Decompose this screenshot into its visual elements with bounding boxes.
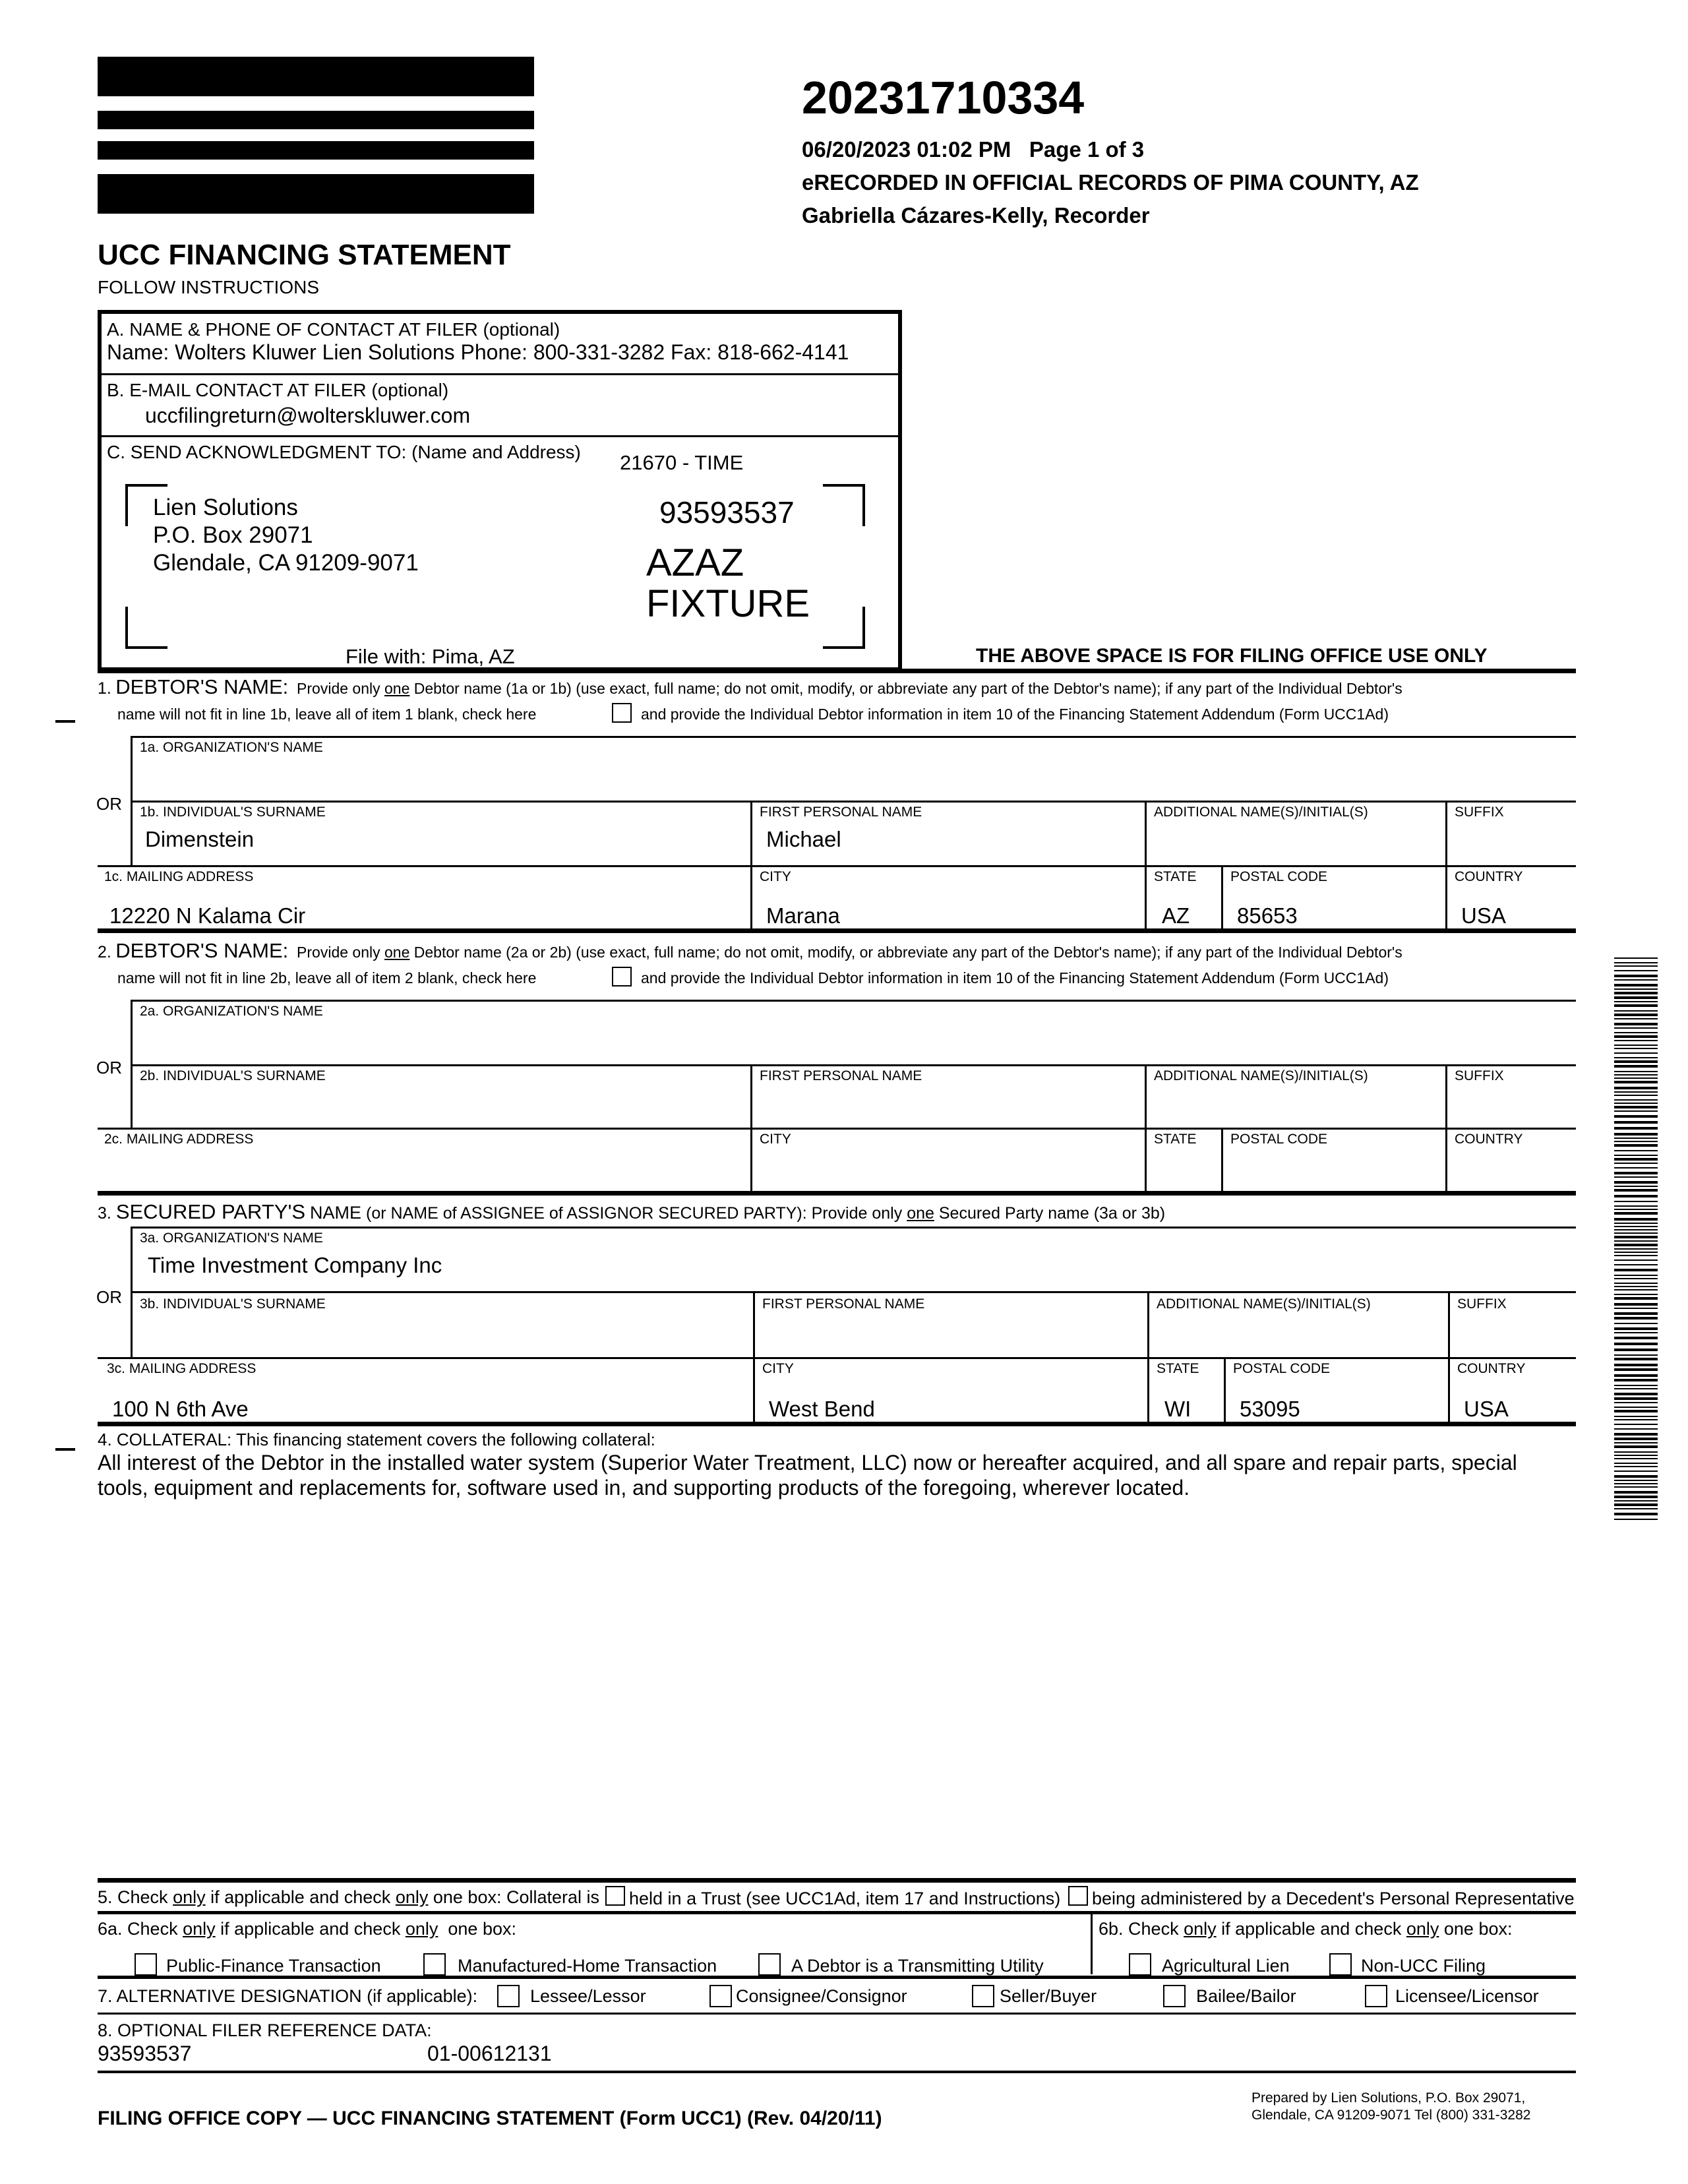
prepared-by-line1: Prepared by Lien Solutions, P.O. Box 29071, (1251, 2090, 1526, 2106)
label-3b-first: FIRST PERSONAL NAME (762, 1296, 925, 1312)
barcode-stripe (1614, 1354, 1658, 1356)
barcode-stripe (1614, 1201, 1658, 1202)
trust-checkbox[interactable] (605, 1886, 625, 1906)
corner-mark (125, 607, 167, 649)
label-1c: 1c. MAILING ADDRESS (104, 869, 254, 884)
debtor2-instructions: 2. DEBTOR'S NAME: Provide only one Debtor name (2a or 2b) (use exact, full name; do not omit, modify, or abbreviate any part of the Debtor's name); if any part of the Individual Debtor's (98, 939, 1402, 962)
barcode-stripe (1614, 1121, 1658, 1124)
item6b-text: 6b. Check only if applicable and check only one box: (1099, 1919, 1513, 1939)
barcode-stripe (1614, 1018, 1658, 1019)
label-3c-country: COUNTRY (1457, 1361, 1526, 1376)
barcode (1614, 957, 1658, 1525)
contact-c-label: C. SEND ACKNOWLEDGMENT TO: (Name and Address) (107, 442, 581, 462)
barcode-stripe (1614, 1303, 1658, 1306)
label-3c-postal: POSTAL CODE (1233, 1361, 1331, 1376)
divider (98, 865, 1576, 867)
collateral-line2: tools, equipment and replacements for, software used in, and supporting products of the foregoing, wherever located. (98, 1476, 1190, 1500)
item6a-option3: A Debtor is a Transmitting Utility (791, 1956, 1044, 1976)
barcode-stripe (1614, 1232, 1658, 1234)
section-rule (98, 1878, 1576, 1883)
contact-a-value: Name: Wolters Kluwer Lien Solutions Phone: 800-331-3282 Fax: 818-662-4141 (107, 340, 849, 364)
divider (131, 1227, 1576, 1228)
barcode-stripe (1614, 1393, 1658, 1395)
secured-org-name: Time Investment Company Inc (148, 1253, 442, 1277)
label-3c: 3c. MAILING ADDRESS (107, 1361, 256, 1376)
barcode-stripe (1614, 1032, 1658, 1033)
debtor1-addendum-checkbox[interactable] (612, 703, 632, 723)
contact-c-ref: 21670 - TIME (620, 451, 744, 474)
contact-b-label: B. E-MAIL CONTACT AT FILER (optional) (107, 380, 449, 400)
section-rule (98, 1422, 1576, 1426)
barcode-stripe (1614, 1071, 1658, 1072)
redaction-bar (98, 111, 534, 129)
divider (98, 1911, 1576, 1914)
barcode-stripe (1614, 984, 1658, 986)
barcode-stripe (1614, 1248, 1658, 1250)
barcode-stripe (1614, 1138, 1658, 1139)
barcode-stripe (1614, 1397, 1658, 1400)
barcode-stripe (1614, 1077, 1658, 1079)
label-3c-city: CITY (762, 1361, 794, 1376)
barcode-stripe (1614, 1040, 1658, 1041)
barcode-stripe (1614, 1144, 1658, 1147)
manufactured-home-checkbox[interactable] (423, 1953, 446, 1976)
barcode-stripe (1614, 1212, 1658, 1215)
barcode-stripe (1614, 1074, 1658, 1076)
contact-b-value: uccfilingreturn@wolterskluwer.com (145, 404, 471, 427)
barcode-stripe (1614, 1065, 1658, 1068)
divider (1224, 1357, 1226, 1422)
label-2c-city: CITY (760, 1132, 791, 1147)
agricultural-lien-checkbox[interactable] (1129, 1953, 1151, 1976)
barcode-stripe (1614, 1027, 1658, 1029)
barcode-stripe (1614, 1438, 1658, 1440)
divider (753, 1291, 755, 1422)
above-space-note: THE ABOVE SPACE IS FOR FILING OFFICE USE ONLY (976, 645, 1488, 667)
barcode-stripe (1614, 1052, 1658, 1054)
divider (1221, 1128, 1223, 1192)
barcode-stripe (1614, 1519, 1658, 1520)
consignee-consignor-checkbox[interactable] (709, 1985, 732, 2007)
divider (98, 1357, 1576, 1359)
barcode-stripe (1614, 1410, 1658, 1412)
barcode-stripe (1614, 1513, 1658, 1515)
barcode-stripe (1614, 1244, 1658, 1246)
barcode-stripe (1614, 1087, 1658, 1089)
barcode-stripe (1614, 1155, 1658, 1156)
barcode-stripe (1614, 1491, 1658, 1494)
barcode-stripe (1614, 1483, 1658, 1484)
barcode-stripe (1614, 1349, 1658, 1351)
item8-label: 8. OPTIONAL FILER REFERENCE DATA: (98, 2020, 432, 2040)
barcode-stripe (1614, 1045, 1658, 1046)
divider (98, 2013, 1576, 2015)
debtor1-postal: 85653 (1237, 903, 1298, 928)
barcode-stripe (1614, 1127, 1658, 1130)
secured-address: 100 N 6th Ave (112, 1397, 249, 1421)
barcode-stripe (1614, 1181, 1658, 1184)
barcode-stripe (1614, 1218, 1658, 1221)
barcode-stripe (1614, 1388, 1658, 1389)
label-2b: 2b. INDIVIDUAL'S SURNAME (140, 1068, 326, 1083)
barcode-stripe (1614, 1240, 1658, 1242)
barcode-stripe (1614, 1297, 1658, 1300)
barcode-stripe (1614, 1269, 1658, 1271)
barcode-stripe (1614, 1379, 1658, 1381)
item7-option1: Lessee/Lessor (530, 1986, 646, 2006)
barcode-stripe (1614, 1433, 1658, 1436)
divider (131, 1000, 133, 1128)
divider (1147, 1291, 1149, 1422)
barcode-stripe (1614, 1001, 1658, 1002)
barcode-stripe (1614, 1466, 1658, 1467)
divider (98, 2071, 1576, 2073)
barcode-stripe (1614, 1186, 1658, 1187)
label-3b-suffix: SUFFIX (1457, 1296, 1507, 1312)
barcode-stripe (1614, 1343, 1658, 1345)
label-2c-state: STATE (1154, 1132, 1197, 1147)
barcode-stripe (1614, 1189, 1658, 1192)
corner-mark (823, 607, 865, 649)
barcode-stripe (1614, 1264, 1658, 1265)
barcode-stripe (1614, 1014, 1658, 1016)
barcode-stripe (1614, 1195, 1658, 1198)
barcode-stripe (1614, 957, 1658, 959)
item5-option-decedent: being administered by a Decedent's Personal Representative (1092, 1889, 1575, 1908)
label-1b: 1b. INDIVIDUAL'S SURNAME (140, 804, 326, 820)
barcode-stripe (1614, 1095, 1658, 1096)
barcode-stripe (1614, 1223, 1658, 1224)
item6a-option2: Manufactured-Home Transaction (458, 1956, 717, 1976)
barcode-stripe (1614, 1209, 1658, 1210)
barcode-stripe (1614, 1255, 1658, 1256)
label-3b: 3b. INDIVIDUAL'S SURNAME (140, 1296, 326, 1312)
recording-number: 20231710334 (802, 72, 1085, 123)
item6b-option1: Agricultural Lien (1162, 1956, 1290, 1976)
debtor2-line2b: and provide the Individual Debtor information in item 10 of the Financing Statement Addendum (Form UCC1Ad) (641, 969, 1389, 986)
divider (1221, 865, 1223, 930)
barcode-stripe (1614, 1475, 1658, 1478)
divider (100, 435, 899, 437)
barcode-stripe (1614, 1048, 1658, 1049)
label-2c-country: COUNTRY (1455, 1132, 1523, 1147)
label-1a: 1a. ORGANIZATION'S NAME (140, 740, 323, 755)
secured-postal: 53095 (1240, 1397, 1300, 1421)
label-2a: 2a. ORGANIZATION'S NAME (140, 1004, 323, 1019)
barcode-stripe (1614, 1317, 1658, 1320)
divider (131, 1291, 1576, 1293)
redaction-bar (98, 141, 534, 160)
barcode-stripe (1614, 1308, 1658, 1309)
barcode-stripe (1614, 1115, 1658, 1118)
barcode-stripe (1614, 1176, 1658, 1178)
barcode-stripe (1614, 1023, 1658, 1025)
secured-instructions: 3. SECURED PARTY'S NAME (or NAME of ASSIGNEE of ASSIGNOR SECURED PARTY): Provide only one Secured Party name (3a or 3b) (98, 1200, 1166, 1223)
licensee-licensor-checkbox[interactable] (1365, 1985, 1387, 2007)
barcode-stripe (1614, 1419, 1658, 1420)
divider (1448, 1291, 1450, 1422)
recorded-in: eRECORDED IN OFFICIAL RECORDS OF PIMA COUNTY, AZ (802, 170, 1419, 195)
item8-ref1: 93593537 (98, 2042, 192, 2065)
barcode-stripe (1614, 1428, 1658, 1430)
debtor1-country: USA (1461, 903, 1506, 928)
barcode-stripe (1614, 1424, 1658, 1425)
item7-option2: Consignee/Consignor (736, 1986, 907, 2006)
barcode-stripe (1614, 996, 1658, 999)
transmitting-utility-checkbox[interactable] (758, 1953, 781, 1976)
item6a-option1: Public-Finance Transaction (166, 1956, 381, 1976)
barcode-stripe (1614, 1133, 1658, 1136)
recording-datetime: 06/20/2023 01:02 PM Page 1 of 3 (802, 137, 1145, 162)
divider (98, 1976, 1576, 1979)
public-finance-checkbox[interactable] (135, 1953, 157, 1976)
barcode-stripe (1614, 1103, 1658, 1104)
barcode-stripe (1614, 1205, 1658, 1207)
divider (131, 801, 1576, 803)
redaction-bar (98, 174, 534, 214)
barcode-stripe (1614, 1167, 1658, 1168)
or-1: OR (96, 794, 122, 814)
label-2b-suffix: SUFFIX (1455, 1068, 1504, 1083)
barcode-stripe (1614, 965, 1658, 967)
barcode-stripe (1614, 1110, 1658, 1112)
barcode-stripe (1614, 1060, 1658, 1063)
secured-state: WI (1164, 1397, 1191, 1421)
barcode-stripe (1614, 1480, 1658, 1481)
barcode-stripe (1614, 1445, 1658, 1448)
margin-tick (55, 1448, 75, 1451)
barcode-stripe (1614, 979, 1658, 981)
barcode-stripe (1614, 1163, 1658, 1164)
code-line1: AZAZ (646, 541, 744, 584)
barcode-stripe (1614, 1402, 1658, 1403)
barcode-stripe (1614, 1442, 1658, 1443)
item6b-option2: Non-UCC Filing (1361, 1956, 1486, 1976)
divider (131, 1000, 1576, 1002)
debtor1-instructions: 1. DEBTOR'S NAME: Provide only one Debtor name (1a or 1b) (use exact, full name; do not omit, modify, or abbreviate any part of the Debtor's name); if any part of the Individual Debtor's (98, 675, 1402, 698)
barcode-stripe (1614, 1312, 1658, 1315)
item6a-text: 6a. Check only if applicable and check only one box: (98, 1919, 516, 1939)
divider (100, 373, 899, 375)
margin-tick (55, 720, 75, 723)
debtor1-address: 12220 N Kalama Cir (109, 903, 306, 928)
label-3a: 3a. ORGANIZATION'S NAME (140, 1230, 323, 1246)
divider (98, 1128, 1576, 1130)
barcode-stripe (1614, 970, 1658, 971)
form-title: UCC FINANCING STATEMENT (98, 239, 511, 271)
debtor2-line2: name will not fit in line 2b, leave all of item 2 blank, check here (117, 969, 537, 986)
barcode-stripe (1614, 1283, 1658, 1284)
barcode-stripe (1614, 1455, 1658, 1456)
barcode-stripe (1614, 1337, 1658, 1339)
barcode-stripe (1614, 1010, 1658, 1012)
barcode-stripe (1614, 1150, 1658, 1151)
divider (1091, 1911, 1093, 1974)
code-line2: FIXTURE (646, 582, 810, 625)
label-1b-additional: ADDITIONAL NAME(S)/INITIAL(S) (1154, 804, 1368, 820)
barcode-stripe (1614, 1471, 1658, 1472)
debtor1-surname: Dimenstein (145, 827, 255, 851)
barcode-stripe (1614, 992, 1658, 994)
label-1c-country: COUNTRY (1455, 869, 1523, 884)
collateral-label: 4. COLLATERAL: This financing statement covers the following collateral: (98, 1430, 655, 1449)
bailee-bailor-checkbox[interactable] (1163, 1985, 1186, 2007)
lessee-lessor-checkbox[interactable] (497, 1985, 520, 2007)
barcode-stripe (1614, 1327, 1658, 1330)
barcode-stripe (1614, 1057, 1658, 1058)
footer-form-id: FILING OFFICE COPY — UCC FINANCING STATEMENT (Form UCC1) (Rev. 04/20/11) (98, 2108, 882, 2129)
barcode-stripe (1614, 1416, 1658, 1417)
barcode-stripe (1614, 1407, 1658, 1408)
secured-city: West Bend (769, 1397, 875, 1421)
recorder-name: Gabriella Cázares-Kelly, Recorder (802, 203, 1150, 228)
corner-mark (823, 484, 865, 526)
label-3c-state: STATE (1157, 1361, 1199, 1376)
label-2b-additional: ADDITIONAL NAME(S)/INITIAL(S) (1154, 1068, 1368, 1083)
barcode-stripe (1614, 1106, 1658, 1108)
item7-option4: Bailee/Bailor (1196, 1986, 1296, 2006)
barcode-stripe (1614, 1374, 1658, 1377)
debtor2-addendum-checkbox[interactable] (612, 967, 632, 986)
file-with: File with: Pima, AZ (346, 645, 515, 668)
barcode-stripe (1614, 1463, 1658, 1464)
barcode-stripe (1614, 1500, 1658, 1502)
barcode-stripe (1614, 1286, 1658, 1287)
follow-instructions: FOLLOW INSTRUCTIONS (98, 277, 320, 297)
divider (131, 1064, 1576, 1066)
barcode-stripe (1614, 1503, 1658, 1506)
barcode-stripe (1614, 1508, 1658, 1509)
barcode-stripe (1614, 1259, 1658, 1261)
barcode-stripe (1614, 1364, 1658, 1366)
barcode-stripe (1614, 1035, 1658, 1038)
barcode-stripe (1614, 1099, 1658, 1101)
ack-address-line2: P.O. Box 29071 (153, 522, 313, 548)
debtor1-line2b: and provide the Individual Debtor information in item 10 of the Financing Statement Addendum (Form UCC1Ad) (641, 706, 1389, 723)
ack-address-line1: Lien Solutions (153, 495, 298, 520)
barcode-stripe (1614, 1458, 1658, 1459)
barcode-stripe (1614, 975, 1658, 977)
label-2b-first: FIRST PERSONAL NAME (760, 1068, 922, 1083)
barcode-stripe (1614, 1289, 1658, 1290)
barcode-stripe (1614, 1358, 1658, 1360)
barcode-stripe (1614, 1091, 1658, 1093)
section-rule (98, 928, 1576, 933)
item8-ref2: 01-00612131 (427, 2042, 552, 2065)
barcode-stripe (1614, 962, 1658, 963)
item7-option5: Licensee/Licensor (1395, 1986, 1539, 2006)
item7-label: 7. ALTERNATIVE DESIGNATION (if applicable): (98, 1986, 478, 2006)
barcode-stripe (1614, 1158, 1658, 1161)
section-rule (98, 669, 1576, 673)
or-3: OR (96, 1287, 122, 1307)
section-rule (98, 1191, 1576, 1196)
seller-buyer-checkbox[interactable] (972, 1985, 994, 2007)
item7-option3: Seller/Buyer (1000, 1986, 1097, 2006)
order-number: 93593537 (659, 495, 795, 530)
item5-option-trust: held in a Trust (see UCC1Ad, item 17 and Instructions) (629, 1889, 1061, 1908)
barcode-stripe (1614, 1236, 1658, 1238)
non-ucc-checkbox[interactable] (1329, 1953, 1352, 1976)
collateral-line1: All interest of the Debtor in the installed water system (Superior Water Treatment, LLC) now or hereafter acquired, and all spare and repair parts, special (98, 1451, 1517, 1474)
contact-a-label: A. NAME & PHONE OF CONTACT AT FILER (optional) (107, 319, 560, 340)
prepared-by-line2: Glendale, CA 91209-9071 Tel (800) 331-3282 (1251, 2108, 1531, 2123)
debtor1-city: Marana (766, 903, 840, 928)
barcode-stripe (1614, 1275, 1658, 1276)
debtor1-state: AZ (1162, 903, 1190, 928)
item5-text: 5. Check only if applicable and check only one box: Collateral is (98, 1887, 600, 1907)
label-1c-postal: POSTAL CODE (1230, 869, 1328, 884)
barcode-stripe (1614, 1451, 1658, 1453)
debtor1-line2: name will not fit in line 1b, leave all of item 1 blank, check here (117, 706, 537, 723)
barcode-stripe (1614, 1368, 1658, 1371)
label-2c-postal: POSTAL CODE (1230, 1132, 1328, 1147)
barcode-stripe (1614, 1385, 1658, 1386)
barcode-stripe (1614, 1332, 1658, 1333)
barcode-stripe (1614, 988, 1658, 990)
barcode-stripe (1614, 1323, 1658, 1324)
barcode-stripe (1614, 1141, 1658, 1142)
barcode-stripe (1614, 1294, 1658, 1295)
barcode-stripe (1614, 1004, 1658, 1007)
barcode-stripe (1614, 1252, 1658, 1253)
barcode-stripe (1614, 1081, 1658, 1083)
redaction-bar (98, 57, 534, 96)
label-1c-city: CITY (760, 869, 791, 884)
label-1b-suffix: SUFFIX (1455, 804, 1504, 820)
or-2: OR (96, 1058, 122, 1077)
secured-country: USA (1464, 1397, 1509, 1421)
ack-address-line3: Glendale, CA 91209-9071 (153, 550, 419, 576)
decedent-checkbox[interactable] (1068, 1886, 1088, 1906)
divider (131, 736, 1576, 738)
barcode-stripe (1614, 1172, 1658, 1174)
label-2c: 2c. MAILING ADDRESS (104, 1132, 254, 1147)
label-1c-state: STATE (1154, 869, 1197, 884)
barcode-stripe (1614, 1486, 1658, 1488)
label-3b-additional: ADDITIONAL NAME(S)/INITIAL(S) (1157, 1296, 1371, 1312)
barcode-stripe (1614, 1496, 1658, 1498)
debtor1-first-name: Michael (766, 827, 841, 851)
barcode-stripe (1614, 1226, 1658, 1227)
label-1b-first: FIRST PERSONAL NAME (760, 804, 922, 820)
barcode-stripe (1614, 1278, 1658, 1279)
barcode-stripe (1614, 1229, 1658, 1230)
